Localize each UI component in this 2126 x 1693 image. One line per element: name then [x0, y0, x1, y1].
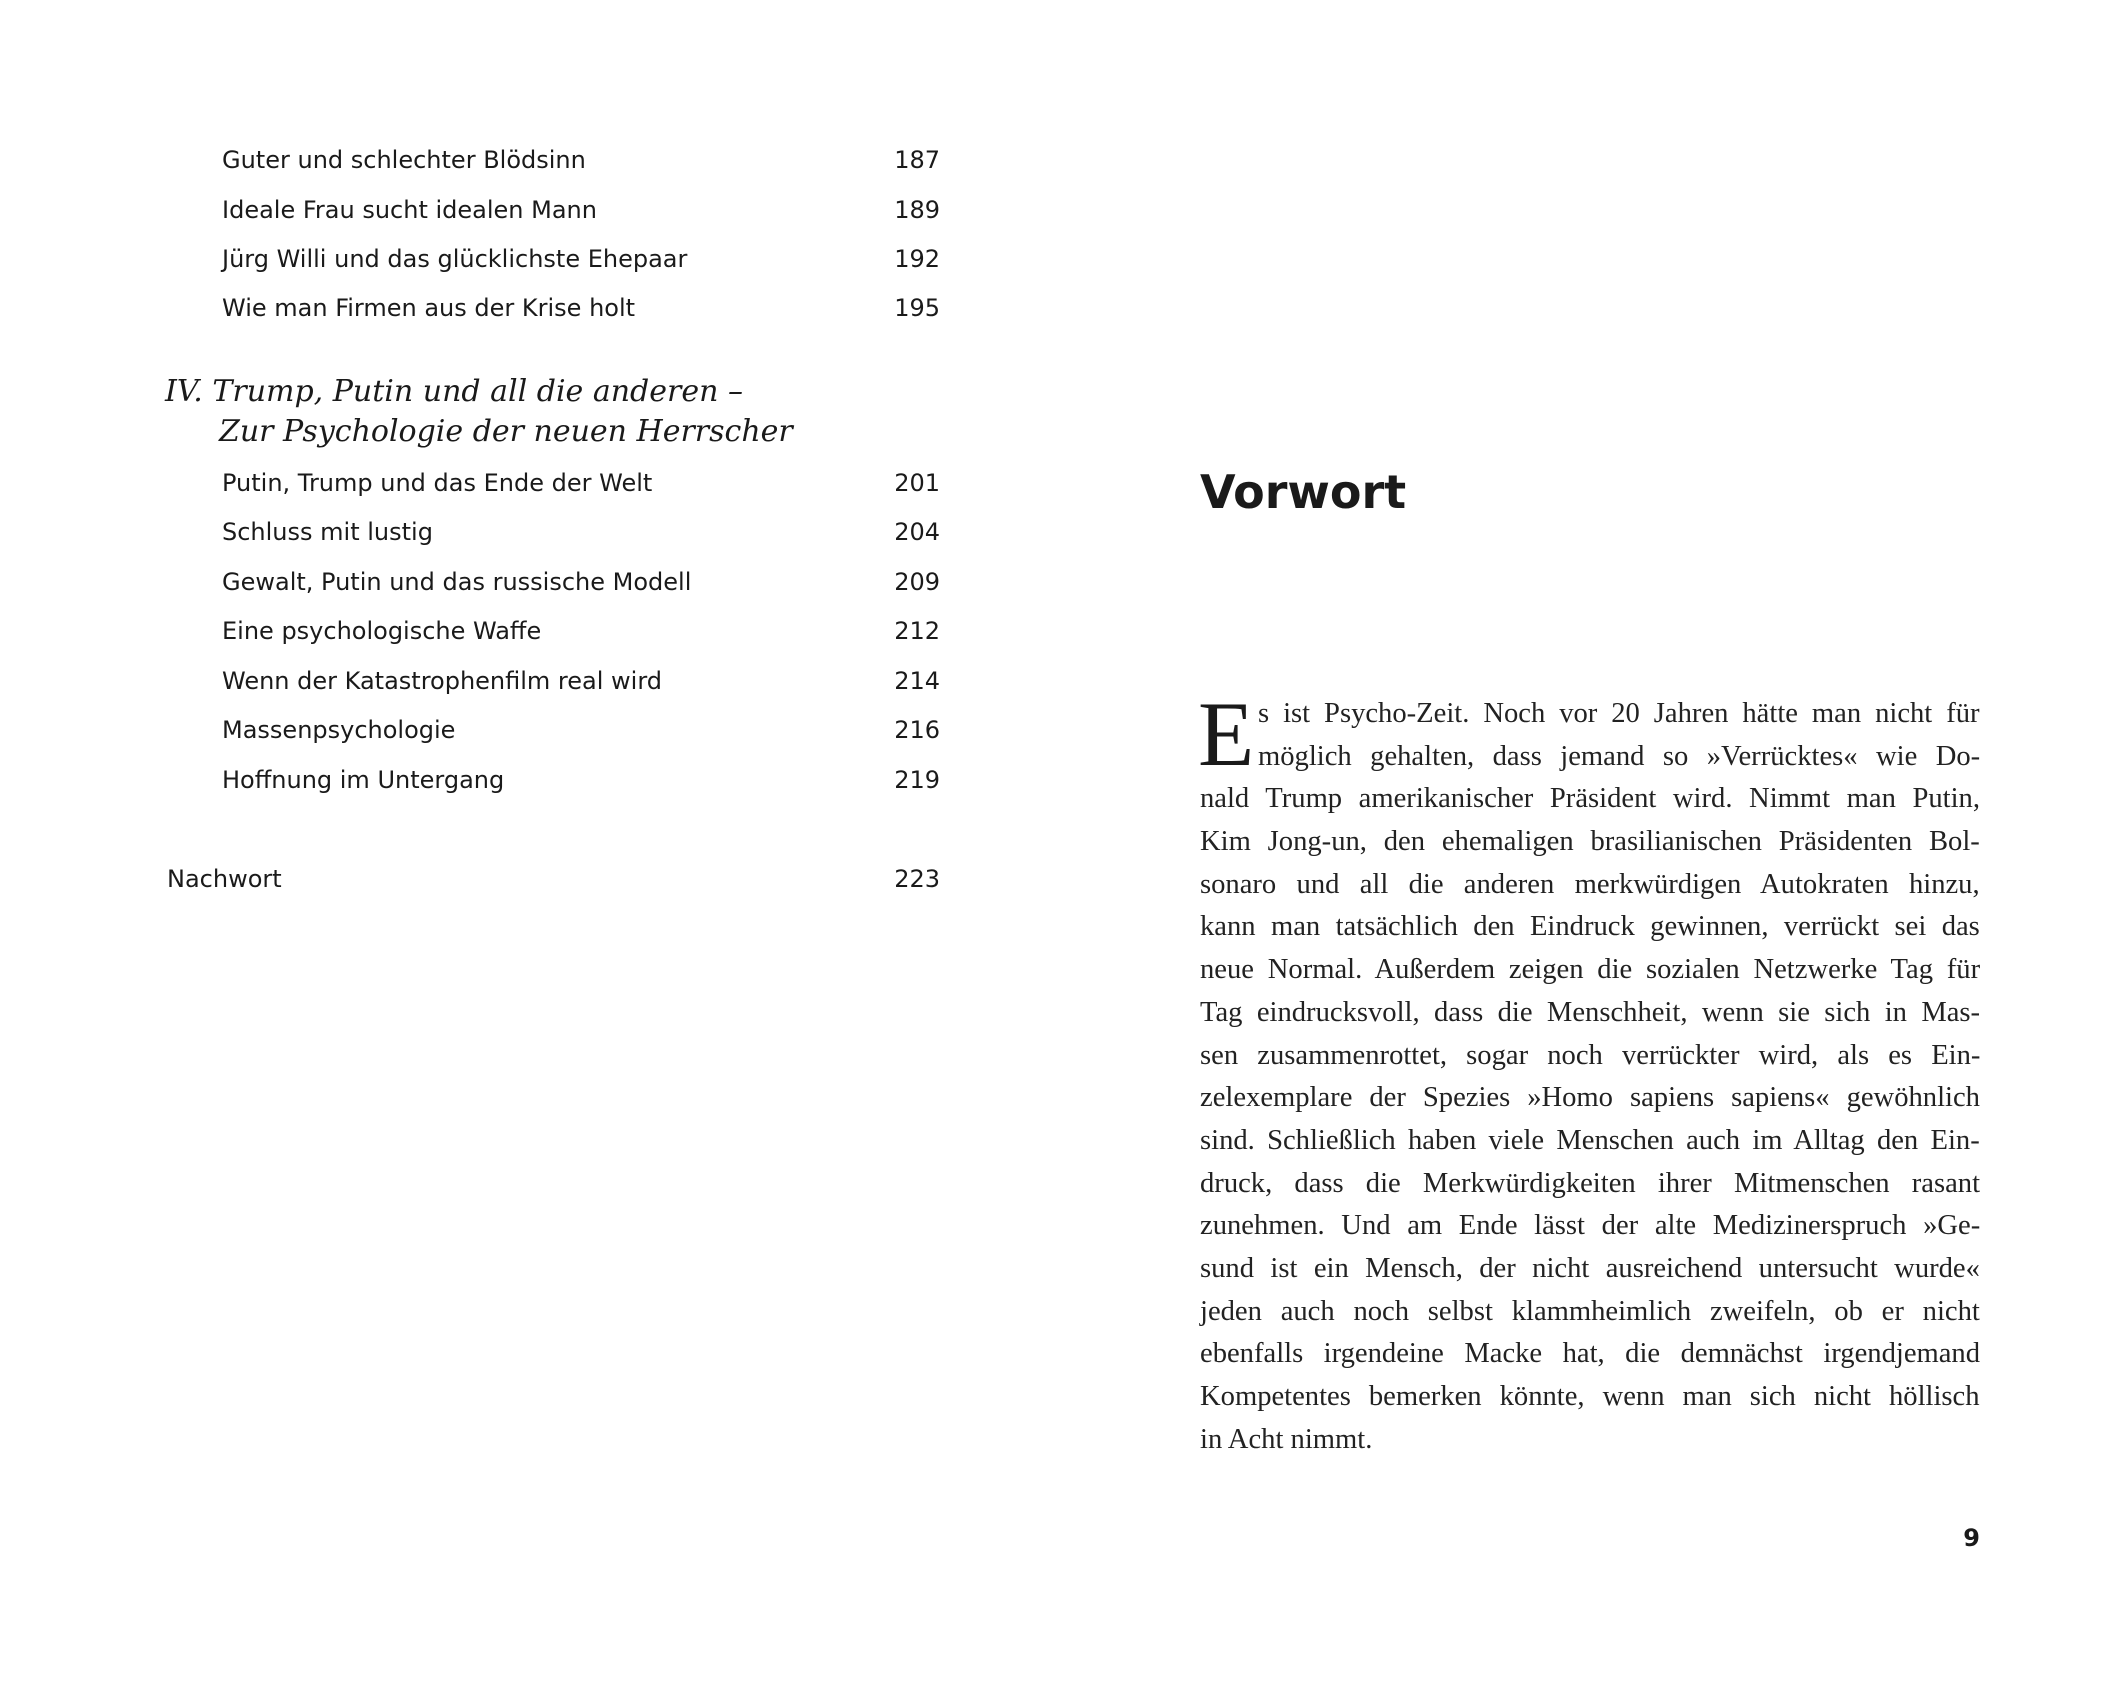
toc-entry-title: Putin, Trump und das Ende der Welt	[222, 469, 653, 497]
toc-section-heading[interactable]	[165, 372, 865, 452]
toc-entry[interactable]	[222, 710, 940, 750]
body-line: Kompetentes bemerken könnte, wenn man sich nicht höllisch	[1200, 1381, 1980, 1412]
toc-entry-title: Massenpsychologie	[222, 716, 456, 744]
toc-entry[interactable]	[222, 611, 940, 651]
body-line: kann man tatsächlich den Eindruck gewinnen, verrückt sei das	[1200, 911, 1980, 943]
body-line: nald Trump amerikanischer Präsident wird. Nimmt man Putin,	[1200, 783, 1980, 815]
body-line: möglich gehalten, dass jemand so »Verrücktes« wie Do-	[1258, 740, 1981, 772]
toc-entry[interactable]	[222, 140, 940, 180]
toc-entry[interactable]	[222, 190, 940, 230]
toc-entry-title: Wenn der Katastrophenfilm real wird	[222, 667, 663, 695]
toc-entry-title: Ideale Frau sucht idealen Mann	[222, 196, 597, 224]
body-line: druck, dass die Merkwürdigkeiten ihrer Mitmenschen rasant	[1200, 1167, 1981, 1199]
toc-entry-page: 216	[894, 716, 940, 744]
body-line: zunehmen. Und am Ende lässt der alte Medizinerspruch »Ge-	[1200, 1210, 1981, 1242]
toc-entry[interactable]	[222, 463, 940, 503]
body-line: sen zusammenrottet, sogar noch verrückter wird, als es Ein-	[1200, 1039, 1981, 1071]
toc-entry[interactable]	[222, 562, 940, 602]
page-number: 9	[1963, 1524, 1980, 1552]
toc-entry-page: 214	[894, 667, 940, 695]
body-line: sonaro und all die anderen merkwürdigen Autokraten hinzu,	[1200, 868, 1980, 900]
body-line: Tag eindrucksvoll, dass die Menschheit, wenn sie sich in Mas-	[1200, 996, 1981, 1028]
body-line: Kim Jong-un, den ehemaligen brasilianischen Präsidenten Bol-	[1200, 826, 1980, 858]
toc-entry-page: 189	[894, 196, 940, 224]
toc-entry[interactable]	[222, 288, 940, 328]
toc-entry-page: 212	[894, 617, 940, 645]
body-line: in Acht nimmt.	[1200, 1423, 1373, 1455]
toc-entry-title: Hoffnung im Untergang	[222, 766, 505, 794]
toc-entry-page: 192	[894, 245, 940, 273]
toc-entry[interactable]	[222, 512, 940, 552]
toc-entry-nachwort[interactable]	[167, 859, 940, 899]
toc-entry-page: 209	[894, 568, 940, 596]
toc-entry-title: Jürg Willi und das glücklichste Ehepaar	[222, 245, 688, 273]
chapter-body-text	[1200, 693, 1980, 1461]
toc-entry-title: Guter und schlechter Blödsinn	[222, 146, 586, 174]
toc-entry-page: 195	[894, 294, 940, 322]
body-line: zelexemplare der Spezies »Homo sapiens sapiens« gewöhnlich	[1200, 1082, 1980, 1114]
body-line: jeden auch noch selbst klammheimlich zweifeln, ob er nicht	[1200, 1295, 1980, 1327]
toc-entry-page: 223	[894, 865, 940, 893]
body-line: ebenfalls irgendeine Macke hat, die demnächst irgendjemand	[1200, 1338, 1981, 1370]
toc-entry[interactable]	[222, 661, 940, 701]
body-line: s ist Psycho-Zeit. Noch vor 20 Jahren hätte man nicht für	[1258, 698, 1980, 729]
toc-entry-title: Schluss mit lustig	[222, 518, 433, 546]
toc-entry-title: Eine psychologische Waffe	[222, 617, 542, 645]
toc-entry-page: 219	[894, 766, 940, 794]
drop-cap: E	[1198, 683, 1255, 785]
toc-entry-title: Wie man Firmen aus der Krise holt	[222, 294, 636, 322]
body-line: neue Normal. Außerdem zeigen die sozialen Netzwerke Tag für	[1200, 954, 1981, 986]
toc-entry-page: 204	[894, 518, 940, 546]
toc-entry-title: Gewalt, Putin und das russische Modell	[222, 568, 692, 596]
chapter-title: Vorwort	[1200, 465, 1407, 519]
toc-entry[interactable]	[222, 239, 940, 279]
toc-section-heading-line2: Zur Psychologie der neuen Herrscher	[219, 414, 793, 449]
toc-section-heading-line1: IV. Trump, Putin und all die anderen –	[165, 374, 743, 409]
toc-entry-title: Nachwort	[167, 865, 282, 893]
toc-entry[interactable]	[222, 760, 940, 800]
toc-entry-page: 201	[894, 469, 940, 497]
toc-entry-page: 187	[894, 146, 940, 174]
body-line: sund ist ein Mensch, der nicht ausreichend untersucht wurde«	[1200, 1252, 1980, 1284]
body-line: sind. Schließlich haben viele Menschen auch im Alltag den Ein-	[1200, 1124, 1980, 1156]
